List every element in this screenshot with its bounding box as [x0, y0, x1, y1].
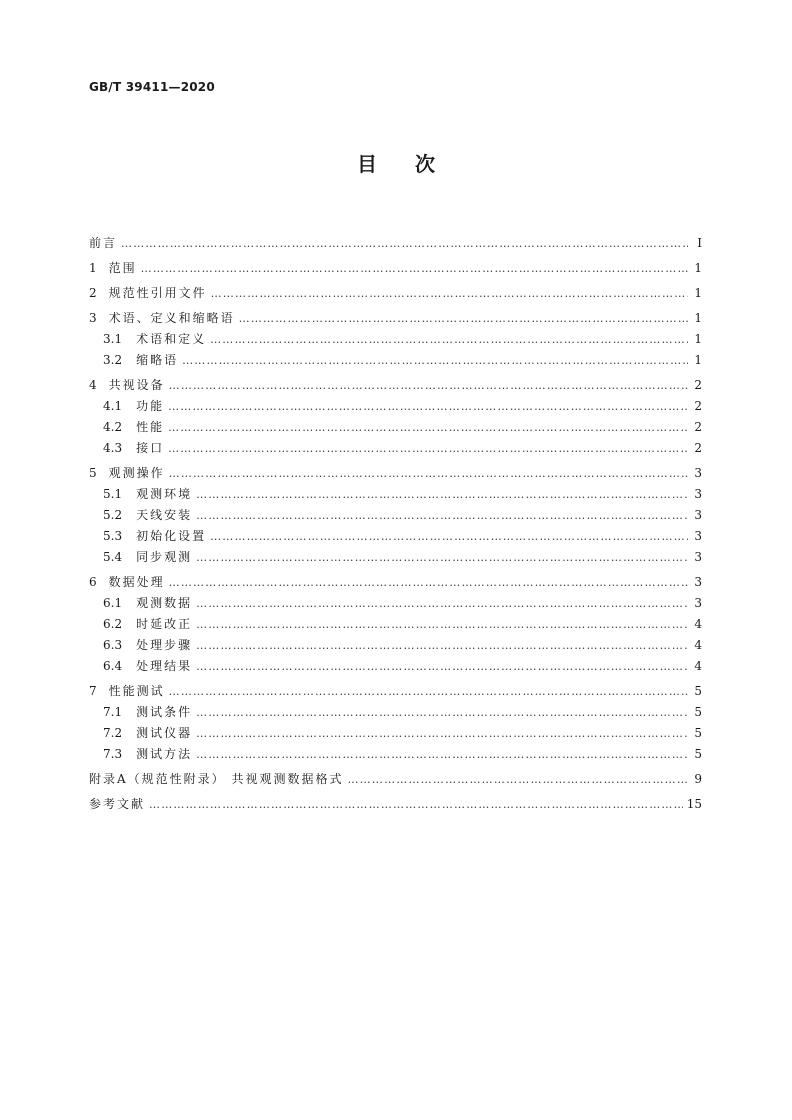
toc-entry-number: 5	[89, 466, 97, 480]
toc-entry-page: 4	[694, 659, 702, 673]
toc-entry-number: 4.1	[103, 399, 123, 413]
toc-entry[interactable]	[89, 417, 702, 438]
toc-dot-leader	[169, 681, 688, 702]
toc-entry-page: 3	[694, 575, 702, 589]
toc-entry[interactable]	[89, 396, 702, 417]
toc-entry-page: 3	[694, 508, 702, 522]
toc-entry-number: 7	[89, 684, 97, 698]
toc-entry-page: 3	[694, 596, 702, 610]
toc-entry[interactable]	[89, 438, 702, 459]
toc-entry-number: 4.2	[103, 420, 123, 434]
toc-entry-title: 术语、定义和缩略语	[108, 311, 235, 325]
toc-entry[interactable]	[89, 656, 702, 677]
toc-entry-page: 4	[694, 617, 702, 631]
toc-entry-number: 7.2	[103, 726, 123, 740]
toc-entry[interactable]	[89, 572, 702, 593]
toc-entry[interactable]	[89, 463, 702, 484]
toc-entry-page: 5	[694, 705, 702, 719]
toc-entry-number: 7.3	[103, 747, 123, 761]
toc-entry[interactable]	[89, 484, 702, 505]
toc-dot-leader	[196, 593, 688, 614]
table-of-contents	[89, 233, 702, 815]
toc-entry-page: 5	[694, 747, 702, 761]
toc-entry[interactable]	[89, 283, 702, 304]
toc-entry-page: 2	[694, 399, 702, 413]
toc-dot-leader	[196, 744, 688, 765]
toc-entry-title: 观测环境	[136, 487, 193, 501]
toc-entry-page: 1	[694, 311, 702, 325]
toc-entry-number: 5.3	[103, 529, 123, 543]
toc-entry-title: 共视设备	[108, 378, 165, 392]
toc-dot-leader	[168, 417, 688, 438]
toc-entry-number: 6.2	[103, 617, 123, 631]
toc-entry-number: 6.4	[103, 659, 123, 673]
toc-entry-title: 观测数据	[136, 596, 193, 610]
toc-entry-title: 性能测试	[108, 684, 165, 698]
toc-dot-leader	[196, 614, 688, 635]
toc-entry[interactable]	[89, 635, 702, 656]
toc-entry-number: 3	[89, 311, 97, 325]
toc-entry[interactable]	[89, 258, 702, 279]
toc-entry[interactable]	[89, 350, 702, 371]
toc-entry-number: 3.2	[103, 353, 123, 367]
toc-dot-leader	[196, 635, 688, 656]
toc-entry-page: 1	[694, 286, 702, 300]
toc-entry[interactable]	[89, 593, 702, 614]
toc-entry-title: 参考文献	[89, 797, 146, 811]
toc-entry-title: 测试方法	[136, 747, 193, 761]
toc-entry[interactable]	[89, 526, 702, 547]
toc-entry-page: 2	[694, 441, 702, 455]
toc-dot-leader	[196, 723, 688, 744]
toc-entry-title: 观测操作	[108, 466, 165, 480]
toc-entry-title: 测试仪器	[136, 726, 193, 740]
standard-code: GB/T 39411—2020	[89, 80, 215, 94]
toc-entry-page: 15	[686, 797, 702, 811]
toc-entry-title: 范围	[108, 261, 137, 275]
toc-entry[interactable]	[89, 375, 702, 396]
toc-entry-title: 前言	[89, 236, 118, 250]
toc-entry-page: 9	[694, 772, 702, 786]
toc-dot-leader	[196, 484, 688, 505]
toc-entry-page: 1	[694, 332, 702, 346]
toc-entry-page: 2	[694, 378, 702, 392]
toc-entry-title: 天线安装	[136, 508, 193, 522]
toc-entry-page: 5	[694, 684, 702, 698]
toc-entry-title: 测试条件	[136, 705, 193, 719]
toc-dot-leader	[211, 283, 688, 304]
toc-entry-page: 3	[694, 550, 702, 564]
toc-entry[interactable]	[89, 769, 702, 790]
toc-entry[interactable]	[89, 329, 702, 350]
toc-entry-title: 时延改正	[136, 617, 193, 631]
toc-dot-leader	[182, 350, 688, 371]
toc-dot-leader	[169, 375, 688, 396]
toc-entry-title: 同步观测	[136, 550, 193, 564]
toc-dot-leader	[169, 463, 688, 484]
toc-entry-number: 6	[89, 575, 97, 589]
toc-entry-title: 附录A（规范性附录） 共视观测数据格式	[89, 772, 344, 786]
toc-entry-title: 数据处理	[108, 575, 165, 589]
toc-entry-title: 接口	[136, 441, 165, 455]
toc-entry[interactable]	[89, 681, 702, 702]
toc-dot-leader	[169, 572, 688, 593]
toc-entry-title: 初始化设置	[136, 529, 207, 543]
toc-entry-page: Ⅰ	[697, 236, 702, 250]
toc-entry-title: 处理步骤	[136, 638, 193, 652]
toc-entry[interactable]	[89, 505, 702, 526]
toc-entry-page: 3	[694, 487, 702, 501]
toc-entry-page: 5	[694, 726, 702, 740]
toc-dot-leader	[196, 505, 688, 526]
toc-dot-leader	[210, 329, 688, 350]
toc-entry[interactable]	[89, 723, 702, 744]
toc-dot-leader	[196, 547, 688, 568]
toc-entry-title: 处理结果	[136, 659, 193, 673]
toc-dot-leader	[141, 258, 688, 279]
toc-entry-number: 2	[89, 286, 97, 300]
toc-dot-leader	[149, 794, 683, 815]
toc-entry-page: 3	[694, 466, 702, 480]
toc-entry-number: 7.1	[103, 705, 123, 719]
toc-dot-leader	[196, 702, 688, 723]
toc-dot-leader	[239, 308, 688, 329]
toc-entry[interactable]	[89, 702, 702, 723]
toc-dot-leader	[196, 656, 688, 677]
toc-entry-number: 6.1	[103, 596, 123, 610]
toc-entry-number: 5.4	[103, 550, 123, 564]
toc-entry-number: 1	[89, 261, 97, 275]
toc-entry-title: 功能	[136, 399, 165, 413]
toc-entry-number: 5.1	[103, 487, 123, 501]
toc-entry-page: 1	[694, 261, 702, 275]
toc-entry[interactable]	[89, 744, 702, 765]
toc-entry-page: 1	[694, 353, 702, 367]
toc-entry-number: 6.3	[103, 638, 123, 652]
toc-entry-number: 3.1	[103, 332, 123, 346]
toc-dot-leader	[168, 396, 688, 417]
toc-dot-leader	[347, 769, 688, 790]
toc-entry[interactable]	[89, 794, 702, 815]
toc-entry-number: 4	[89, 378, 97, 392]
page-title: 目次	[357, 152, 473, 176]
toc-entry-title: 规范性引用文件	[108, 286, 207, 300]
toc-entry-title: 术语和定义	[136, 332, 207, 346]
toc-entry[interactable]	[89, 233, 702, 254]
toc-entry[interactable]	[89, 614, 702, 635]
toc-dot-leader	[210, 526, 688, 547]
toc-entry[interactable]	[89, 547, 702, 568]
toc-entry-number: 5.2	[103, 508, 123, 522]
toc-dot-leader	[168, 438, 688, 459]
toc-entry-title: 性能	[136, 420, 165, 434]
toc-entry[interactable]	[89, 308, 702, 329]
toc-dot-leader	[121, 233, 688, 254]
toc-entry-page: 4	[694, 638, 702, 652]
toc-entry-number: 4.3	[103, 441, 123, 455]
toc-entry-page: 2	[694, 420, 702, 434]
toc-entry-page: 3	[694, 529, 702, 543]
toc-entry-title: 缩略语	[136, 353, 179, 367]
